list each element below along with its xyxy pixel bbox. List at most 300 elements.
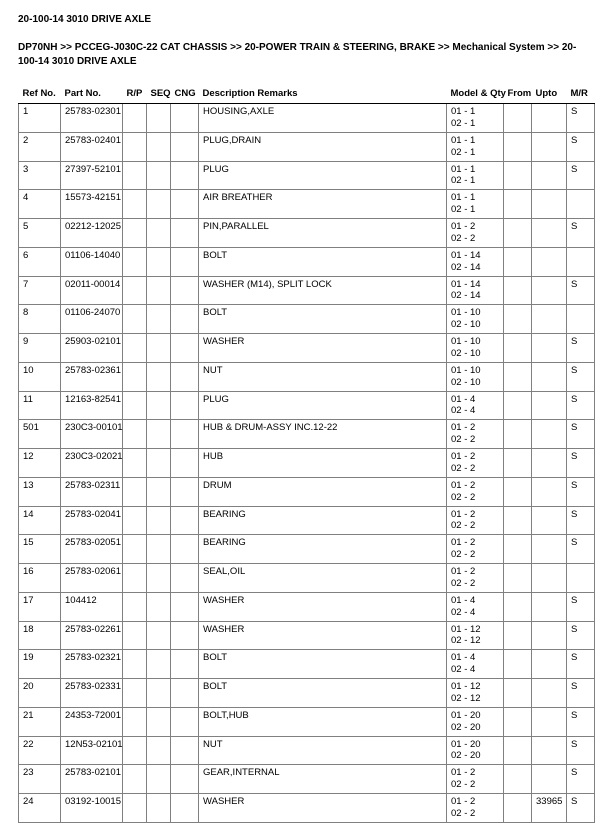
description-cell: WASHER xyxy=(199,334,447,363)
description-cell: BOLT,HUB xyxy=(199,707,447,736)
cng-cell xyxy=(171,449,199,478)
seq-cell xyxy=(147,477,171,506)
from-cell xyxy=(504,104,532,133)
cng-cell xyxy=(171,420,199,449)
model-qty-line-2: 02 - 10 xyxy=(451,347,481,359)
seq-cell xyxy=(147,334,171,363)
part-no-cell: 25783-02051 xyxy=(61,535,123,564)
cng-cell xyxy=(171,592,199,621)
col-header-rp: R/P xyxy=(123,86,147,104)
mr-cell xyxy=(567,247,595,276)
upto-cell xyxy=(532,362,567,391)
rp-cell xyxy=(123,449,147,478)
cng-cell xyxy=(171,650,199,679)
rp-cell xyxy=(123,794,147,823)
cng-cell xyxy=(171,305,199,334)
table-row xyxy=(19,449,595,478)
seq-cell xyxy=(147,506,171,535)
from-cell xyxy=(504,305,532,334)
description-cell: GEAR,INTERNAL xyxy=(199,765,447,794)
table-header-row xyxy=(19,86,595,104)
seq-cell xyxy=(147,190,171,219)
col-header-description: Description Remarks xyxy=(199,86,447,104)
from-cell xyxy=(504,535,532,564)
cng-cell xyxy=(171,391,199,420)
upto-cell xyxy=(532,161,567,190)
table-row xyxy=(19,362,595,391)
upto-cell xyxy=(532,334,567,363)
mr-cell: S xyxy=(567,276,595,305)
part-no-cell: 25783-02321 xyxy=(61,650,123,679)
mr-cell: S xyxy=(567,535,595,564)
model-qty-line-2: 02 - 1 xyxy=(451,146,476,158)
model-qty-line-2: 02 - 1 xyxy=(451,117,476,129)
part-no-cell: 12163-82541 xyxy=(61,391,123,420)
model-qty-line-2: 02 - 1 xyxy=(451,175,476,187)
model-qty-line-2: 02 - 20 xyxy=(451,750,481,762)
description-cell: NUT xyxy=(199,736,447,765)
description-cell: BOLT xyxy=(199,305,447,334)
cng-cell xyxy=(171,334,199,363)
cng-cell xyxy=(171,362,199,391)
description-cell: NUT xyxy=(199,362,447,391)
from-cell xyxy=(504,391,532,420)
cng-cell xyxy=(171,161,199,190)
description-cell: BOLT xyxy=(199,247,447,276)
table-row xyxy=(19,305,595,334)
model-qty-line-2: 02 - 4 xyxy=(451,664,476,676)
from-cell xyxy=(504,592,532,621)
model-qty-line-1: 01 - 10 xyxy=(451,307,481,319)
mr-cell xyxy=(567,305,595,334)
model-qty-cell xyxy=(447,420,504,449)
ref-no-cell: 9 xyxy=(19,334,61,363)
upto-cell xyxy=(532,621,567,650)
cng-cell xyxy=(171,132,199,161)
upto-cell xyxy=(532,305,567,334)
table-row xyxy=(19,506,595,535)
rp-cell xyxy=(123,621,147,650)
rp-cell xyxy=(123,506,147,535)
col-header-upto: Upto xyxy=(532,86,567,104)
model-qty-cell xyxy=(447,592,504,621)
mr-cell: S xyxy=(567,449,595,478)
cng-cell xyxy=(171,707,199,736)
upto-cell xyxy=(532,247,567,276)
description-cell: PIN,PARALLEL xyxy=(199,219,447,248)
cng-cell xyxy=(171,535,199,564)
part-no-cell: 25783-02101 xyxy=(61,765,123,794)
model-qty-line-2: 02 - 1 xyxy=(451,204,476,216)
ref-no-cell: 3 xyxy=(19,161,61,190)
description-cell: WASHER (M14), SPLIT LOCK xyxy=(199,276,447,305)
part-no-cell: 25783-02061 xyxy=(61,564,123,593)
ref-no-cell: 16 xyxy=(19,564,61,593)
model-qty-cell xyxy=(447,506,504,535)
mr-cell: S xyxy=(567,219,595,248)
model-qty-line-2: 02 - 12 xyxy=(451,635,481,647)
model-qty-line-1: 01 - 4 xyxy=(451,393,476,405)
upto-cell xyxy=(532,219,567,248)
ref-no-cell: 1 xyxy=(19,104,61,133)
model-qty-line-1: 01 - 2 xyxy=(451,422,476,434)
part-no-cell: 15573-42151 xyxy=(61,190,123,219)
description-cell: HOUSING,AXLE xyxy=(199,104,447,133)
model-qty-line-1: 01 - 4 xyxy=(451,594,476,606)
table-row xyxy=(19,276,595,305)
seq-cell xyxy=(147,564,171,593)
table-row xyxy=(19,621,595,650)
description-cell: BEARING xyxy=(199,535,447,564)
ref-no-cell: 23 xyxy=(19,765,61,794)
part-no-cell: 24353-72001 xyxy=(61,707,123,736)
seq-cell xyxy=(147,765,171,794)
model-qty-cell xyxy=(447,794,504,823)
model-qty-line-1: 01 - 2 xyxy=(451,508,476,520)
rp-cell xyxy=(123,564,147,593)
description-cell: WASHER xyxy=(199,621,447,650)
part-no-cell: 03192-10015 xyxy=(61,794,123,823)
mr-cell: S xyxy=(567,334,595,363)
model-qty-line-1: 01 - 2 xyxy=(451,221,476,232)
model-qty-cell xyxy=(447,132,504,161)
upto-cell xyxy=(532,477,567,506)
model-qty-cell xyxy=(447,564,504,593)
part-no-cell: 230C3-00101 xyxy=(61,420,123,449)
from-cell xyxy=(504,161,532,190)
model-qty-cell xyxy=(447,161,504,190)
from-cell xyxy=(504,477,532,506)
seq-cell xyxy=(147,104,171,133)
upto-cell xyxy=(532,190,567,219)
ref-no-cell: 11 xyxy=(19,391,61,420)
upto-cell xyxy=(532,535,567,564)
model-qty-line-2: 02 - 2 xyxy=(451,779,476,791)
rp-cell xyxy=(123,765,147,794)
model-qty-line-1: 01 - 14 xyxy=(451,278,481,290)
rp-cell xyxy=(123,190,147,219)
seq-cell xyxy=(147,247,171,276)
upto-cell xyxy=(532,736,567,765)
from-cell xyxy=(504,219,532,248)
table-row xyxy=(19,736,595,765)
from-cell xyxy=(504,276,532,305)
table-row xyxy=(19,535,595,564)
model-qty-line-2: 02 - 20 xyxy=(451,721,481,733)
table-row xyxy=(19,391,595,420)
ref-no-cell: 5 xyxy=(19,219,61,248)
description-cell: BOLT xyxy=(199,679,447,708)
upto-cell xyxy=(532,104,567,133)
table-row xyxy=(19,247,595,276)
rp-cell xyxy=(123,679,147,708)
description-cell: PLUG xyxy=(199,161,447,190)
from-cell xyxy=(504,334,532,363)
rp-cell xyxy=(123,477,147,506)
cng-cell xyxy=(171,564,199,593)
part-no-cell: 230C3-02021 xyxy=(61,449,123,478)
mr-cell: S xyxy=(567,707,595,736)
table-row xyxy=(19,650,595,679)
description-cell: DRUM xyxy=(199,477,447,506)
ref-no-cell: 20 xyxy=(19,679,61,708)
model-qty-line-1: 01 - 2 xyxy=(451,479,476,491)
model-qty-line-2: 02 - 2 xyxy=(451,491,476,503)
table-row xyxy=(19,104,595,133)
model-qty-cell xyxy=(447,650,504,679)
model-qty-line-2: 02 - 2 xyxy=(451,807,476,819)
seq-cell xyxy=(147,305,171,334)
seq-cell xyxy=(147,592,171,621)
cng-cell xyxy=(171,104,199,133)
model-qty-cell xyxy=(447,334,504,363)
seq-cell xyxy=(147,535,171,564)
col-header-ref-no: Ref No. xyxy=(19,86,61,104)
description-cell: WASHER xyxy=(199,592,447,621)
from-cell xyxy=(504,564,532,593)
model-qty-line-2: 02 - 12 xyxy=(451,692,481,704)
from-cell xyxy=(504,449,532,478)
part-no-cell: 25783-02311 xyxy=(61,477,123,506)
rp-cell xyxy=(123,305,147,334)
model-qty-cell xyxy=(447,765,504,794)
part-no-cell: 25903-02101 xyxy=(61,334,123,363)
upto-cell xyxy=(532,707,567,736)
cng-cell xyxy=(171,679,199,708)
ref-no-cell: 22 xyxy=(19,736,61,765)
seq-cell xyxy=(147,276,171,305)
col-header-seq: SEQ xyxy=(147,86,171,104)
ref-no-cell: 2 xyxy=(19,132,61,161)
model-qty-line-2: 02 - 2 xyxy=(451,549,476,561)
rp-cell xyxy=(123,391,147,420)
part-no-cell: 02011-00014 xyxy=(61,276,123,305)
cng-cell xyxy=(171,219,199,248)
seq-cell xyxy=(147,391,171,420)
rp-cell xyxy=(123,132,147,161)
ref-no-cell: 10 xyxy=(19,362,61,391)
table-row xyxy=(19,564,595,593)
model-qty-cell xyxy=(447,190,504,219)
ref-no-cell: 15 xyxy=(19,535,61,564)
mr-cell: S xyxy=(567,420,595,449)
mr-cell xyxy=(567,190,595,219)
seq-cell xyxy=(147,449,171,478)
col-header-mr: M/R xyxy=(567,86,595,104)
cng-cell xyxy=(171,736,199,765)
model-qty-line-1: 01 - 20 xyxy=(451,738,481,750)
from-cell xyxy=(504,420,532,449)
description-cell: HUB & DRUM-ASSY INC.12-22 xyxy=(199,420,447,449)
ref-no-cell: 501 xyxy=(19,420,61,449)
upto-cell xyxy=(532,276,567,305)
part-no-cell: 25783-02361 xyxy=(61,362,123,391)
col-header-part-no: Part No. xyxy=(61,86,123,104)
model-qty-cell xyxy=(447,477,504,506)
table-row xyxy=(19,794,595,823)
upto-cell xyxy=(532,650,567,679)
part-no-cell: 25783-02261 xyxy=(61,621,123,650)
ref-no-cell: 7 xyxy=(19,276,61,305)
from-cell xyxy=(504,132,532,161)
model-qty-line-1: 01 - 10 xyxy=(451,336,481,347)
part-no-cell: 02212-12025 xyxy=(61,219,123,248)
part-no-cell: 01106-24070 xyxy=(61,305,123,334)
model-qty-cell xyxy=(447,305,504,334)
description-cell: BEARING xyxy=(199,506,447,535)
ref-no-cell: 14 xyxy=(19,506,61,535)
table-row xyxy=(19,190,595,219)
model-qty-line-2: 02 - 2 xyxy=(451,232,476,244)
part-no-cell: 104412 xyxy=(61,592,123,621)
mr-cell: S xyxy=(567,736,595,765)
model-qty-line-1: 01 - 2 xyxy=(451,451,476,462)
model-qty-cell xyxy=(447,219,504,248)
model-qty-cell xyxy=(447,104,504,133)
rp-cell xyxy=(123,104,147,133)
model-qty-cell xyxy=(447,707,504,736)
model-qty-line-1: 01 - 14 xyxy=(451,249,481,261)
model-qty-cell xyxy=(447,276,504,305)
ref-no-cell: 12 xyxy=(19,449,61,478)
part-no-cell: 01106-14040 xyxy=(61,247,123,276)
part-no-cell: 25783-02401 xyxy=(61,132,123,161)
model-qty-cell xyxy=(447,362,504,391)
seq-cell xyxy=(147,679,171,708)
model-qty-line-1: 01 - 20 xyxy=(451,709,481,721)
model-qty-line-2: 02 - 4 xyxy=(451,606,476,618)
table-row xyxy=(19,765,595,794)
model-qty-line-2: 02 - 2 xyxy=(451,462,476,474)
upto-cell xyxy=(532,592,567,621)
model-qty-line-2: 02 - 2 xyxy=(451,434,476,446)
upto-cell xyxy=(532,679,567,708)
seq-cell xyxy=(147,219,171,248)
model-qty-line-1: 01 - 2 xyxy=(451,796,476,807)
part-no-cell: 12N53-02101 xyxy=(61,736,123,765)
from-cell xyxy=(504,679,532,708)
upto-cell xyxy=(532,420,567,449)
rp-cell xyxy=(123,736,147,765)
rp-cell xyxy=(123,420,147,449)
seq-cell xyxy=(147,420,171,449)
cng-cell xyxy=(171,247,199,276)
rp-cell xyxy=(123,161,147,190)
model-qty-line-1: 01 - 12 xyxy=(451,681,481,692)
ref-no-cell: 19 xyxy=(19,650,61,679)
rp-cell xyxy=(123,247,147,276)
model-qty-cell xyxy=(447,247,504,276)
table-row xyxy=(19,420,595,449)
upto-cell xyxy=(532,449,567,478)
mr-cell: S xyxy=(567,621,595,650)
cng-cell xyxy=(171,276,199,305)
ref-no-cell: 8 xyxy=(19,305,61,334)
description-cell: WASHER xyxy=(199,794,447,823)
parts-table-body xyxy=(19,104,595,823)
mr-cell: S xyxy=(567,362,595,391)
mr-cell: S xyxy=(567,679,595,708)
upto-cell: 33965 xyxy=(532,794,567,823)
model-qty-cell xyxy=(447,736,504,765)
description-cell: BOLT xyxy=(199,650,447,679)
rp-cell xyxy=(123,334,147,363)
from-cell xyxy=(504,736,532,765)
table-row xyxy=(19,477,595,506)
model-qty-cell xyxy=(447,391,504,420)
upto-cell xyxy=(532,506,567,535)
model-qty-line-2: 02 - 2 xyxy=(451,520,476,532)
ref-no-cell: 21 xyxy=(19,707,61,736)
table-row xyxy=(19,707,595,736)
cng-cell xyxy=(171,765,199,794)
mr-cell xyxy=(567,564,595,593)
model-qty-line-2: 02 - 2 xyxy=(451,577,476,589)
cng-cell xyxy=(171,477,199,506)
from-cell xyxy=(504,190,532,219)
ref-no-cell: 13 xyxy=(19,477,61,506)
cng-cell xyxy=(171,621,199,650)
seq-cell xyxy=(147,736,171,765)
mr-cell: S xyxy=(567,104,595,133)
from-cell xyxy=(504,362,532,391)
upto-cell xyxy=(532,132,567,161)
model-qty-line-1: 01 - 1 xyxy=(451,106,476,117)
model-qty-line-1: 01 - 1 xyxy=(451,192,476,204)
ref-no-cell: 6 xyxy=(19,247,61,276)
model-qty-cell xyxy=(447,679,504,708)
table-row xyxy=(19,219,595,248)
from-cell xyxy=(504,794,532,823)
table-row xyxy=(19,334,595,363)
description-cell: AIR BREATHER xyxy=(199,190,447,219)
rp-cell xyxy=(123,707,147,736)
model-qty-cell xyxy=(447,535,504,564)
mr-cell: S xyxy=(567,161,595,190)
model-qty-line-1: 01 - 4 xyxy=(451,652,476,664)
model-qty-line-2: 02 - 14 xyxy=(451,290,481,302)
mr-cell: S xyxy=(567,765,595,794)
breadcrumb: DP70NH >> PCCEG-J030C-22 CAT CHASSIS >> 20-POWER TRAIN & STEERING, BRAKE >> Mechanical System >> 20-100-14 3010 DRIVE AXLE xyxy=(18,42,577,67)
table-row xyxy=(19,679,595,708)
mr-cell: S xyxy=(567,391,595,420)
part-no-cell: 25783-02331 xyxy=(61,679,123,708)
seq-cell xyxy=(147,132,171,161)
col-header-cng: CNG xyxy=(171,86,199,104)
table-row xyxy=(19,592,595,621)
model-qty-line-2: 02 - 4 xyxy=(451,405,476,417)
rp-cell xyxy=(123,535,147,564)
parts-table xyxy=(18,86,595,823)
col-header-model-qty: Model & Qty xyxy=(447,86,504,104)
model-qty-line-2: 02 - 10 xyxy=(451,376,481,388)
model-qty-line-1: 01 - 2 xyxy=(451,767,476,779)
mr-cell: S xyxy=(567,132,595,161)
from-cell xyxy=(504,650,532,679)
model-qty-line-1: 01 - 2 xyxy=(451,537,476,549)
mr-cell: S xyxy=(567,794,595,823)
seq-cell xyxy=(147,650,171,679)
model-qty-cell xyxy=(447,449,504,478)
rp-cell xyxy=(123,650,147,679)
from-cell xyxy=(504,247,532,276)
description-cell: PLUG xyxy=(199,391,447,420)
seq-cell xyxy=(147,621,171,650)
from-cell xyxy=(504,765,532,794)
from-cell xyxy=(504,621,532,650)
mr-cell: S xyxy=(567,650,595,679)
cng-cell xyxy=(171,506,199,535)
